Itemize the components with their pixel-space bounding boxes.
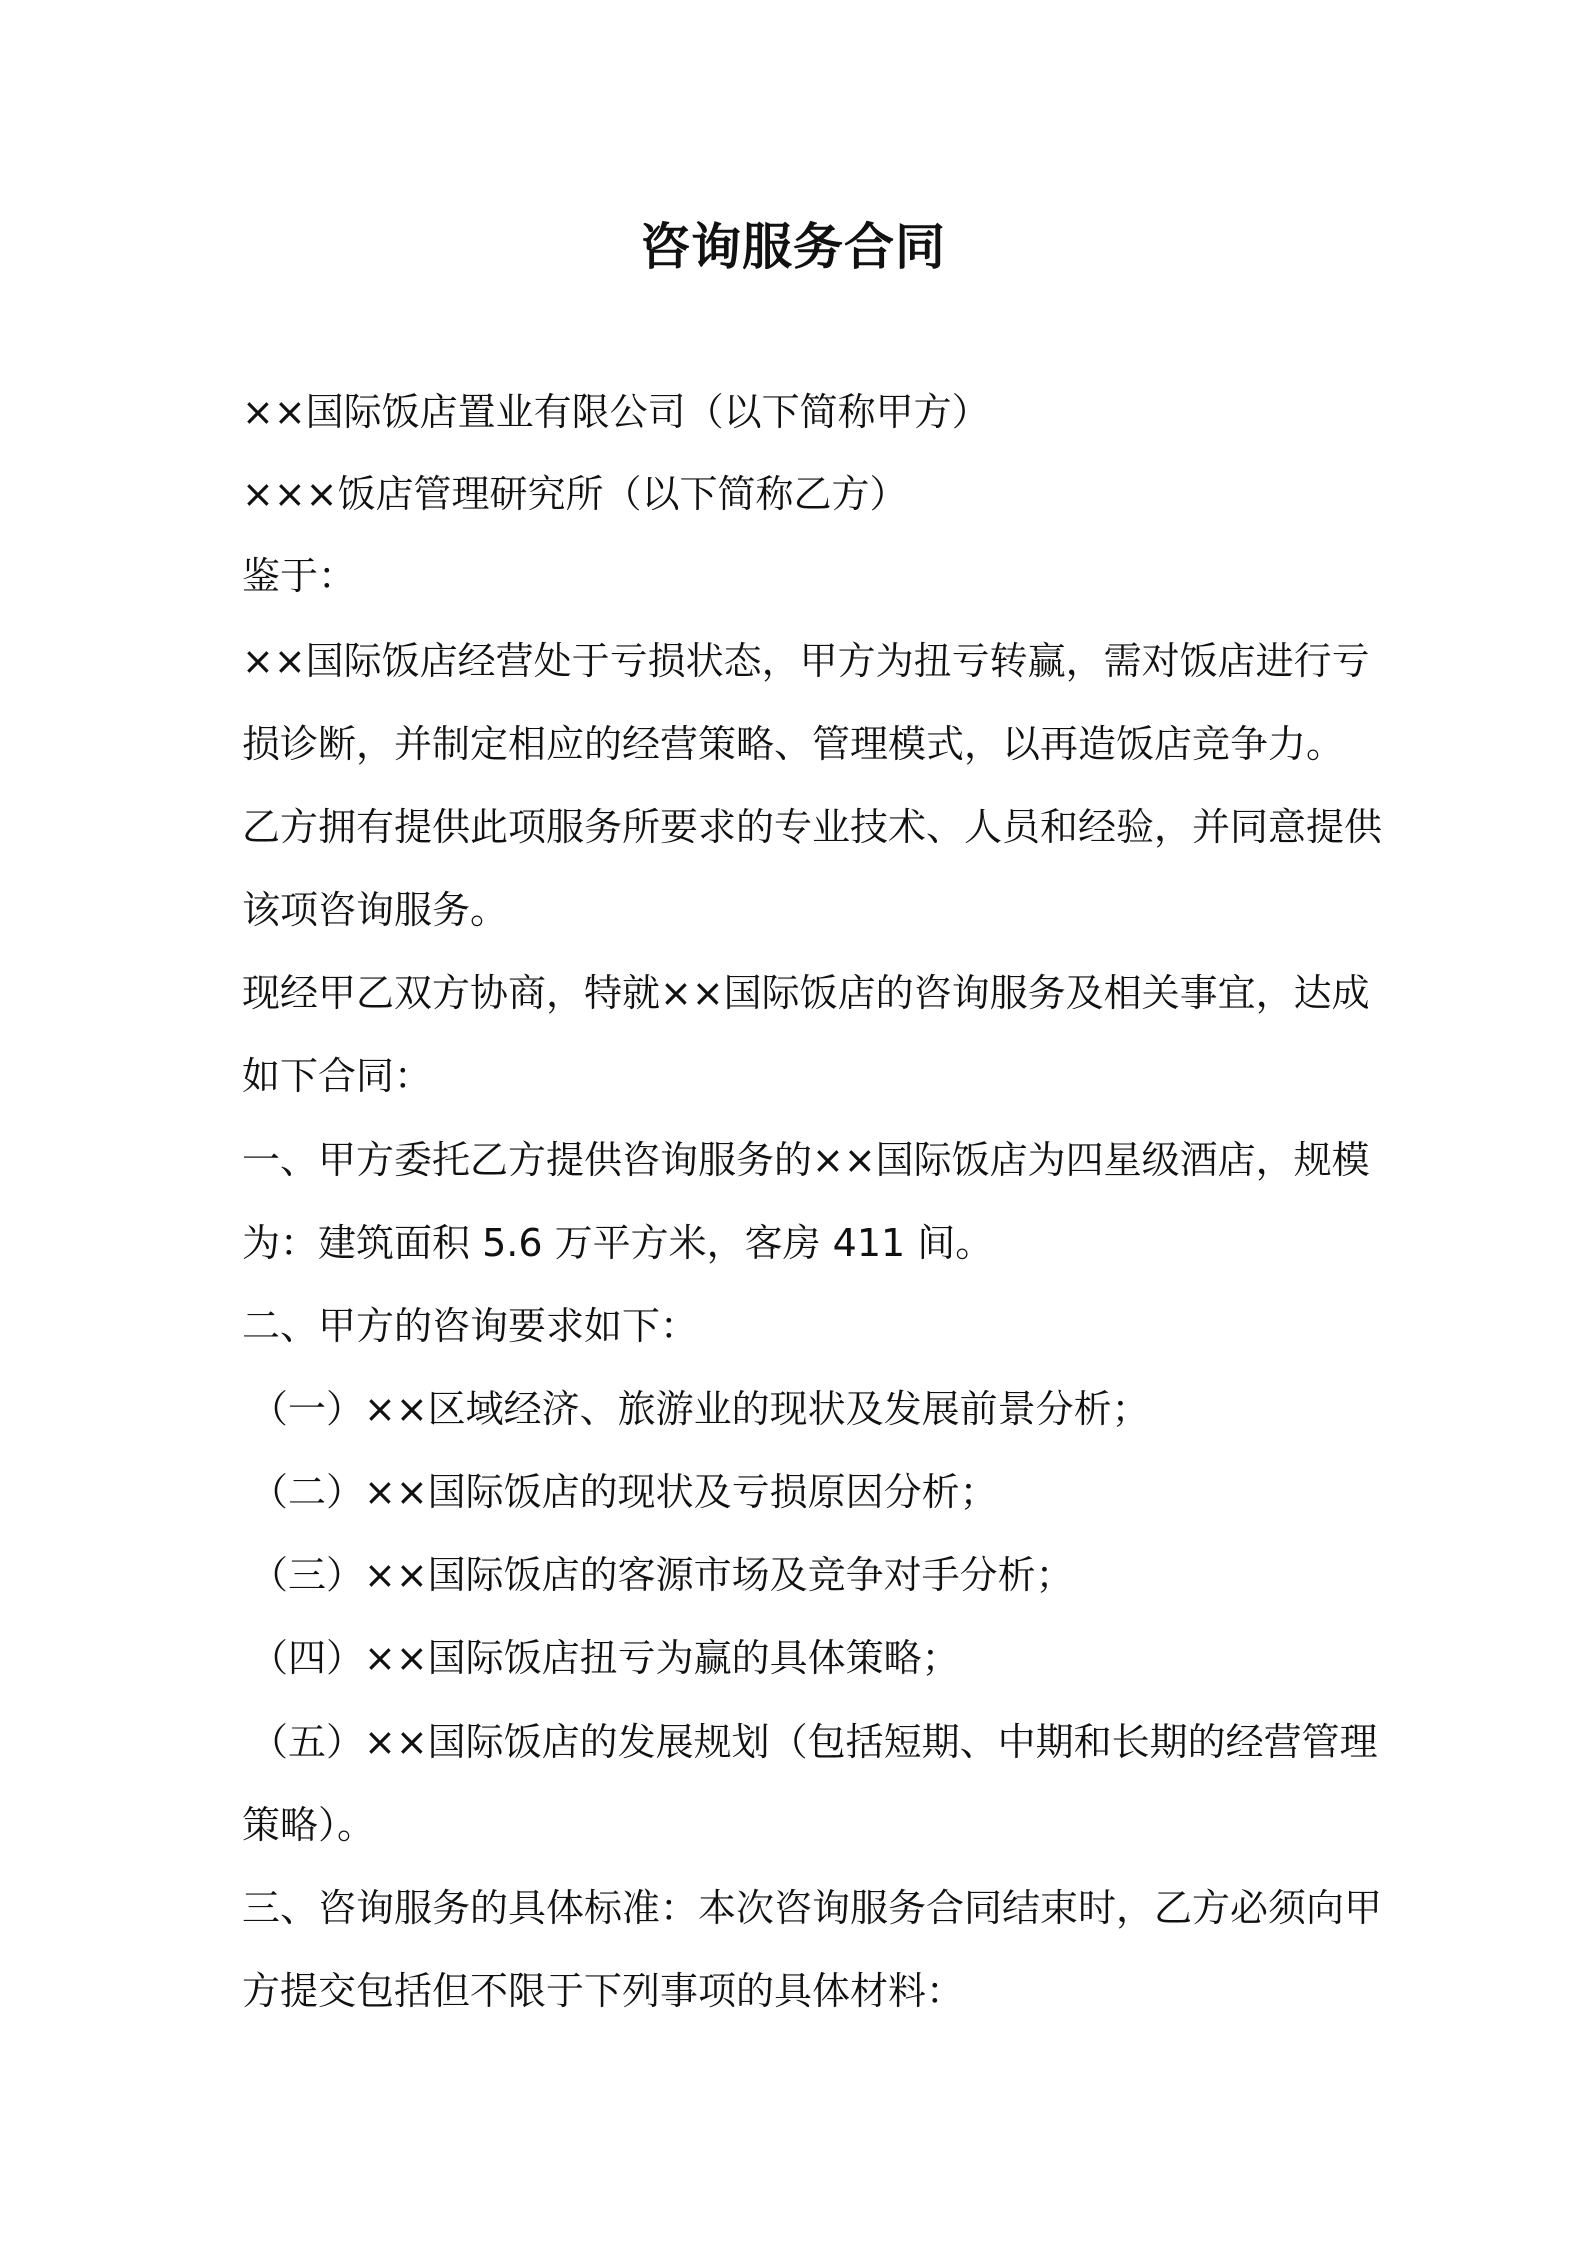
whereas-heading: 鉴于： <box>242 554 357 598</box>
clause-3-line: 方提交包括但不限于下列事项的具体材料： <box>242 1969 965 2013</box>
paragraph-line: 该项咨询服务。 <box>242 888 509 932</box>
requirement-item: （三）××国际饭店的客源市场及竞争对手分析； <box>250 1553 1074 1597</box>
clause-2-heading: 二、甲方的咨询要求如下： <box>242 1304 699 1348</box>
requirement-item-continued: 策略）。 <box>242 1803 376 1847</box>
requirement-item: （四）××国际饭店扭亏为赢的具体策略； <box>250 1636 960 1680</box>
paragraph-line: 损诊断，并制定相应的经营策略、管理模式，以再造饭店竞争力。 <box>242 722 1345 766</box>
document-title: 咨询服务合同 <box>640 218 946 276</box>
paragraph-line: 现经甲乙双方协商，特就××国际饭店的咨询服务及相关事宜，达成 <box>242 971 1370 1015</box>
party-b-line: ×××饭店管理研究所（以下简称乙方） <box>242 472 908 516</box>
clause-1-line: 为：建筑面积 5.6 万平方米，客房 411 间。 <box>242 1221 994 1265</box>
requirement-item: （五）××国际饭店的发展规划（包括短期、中期和长期的经营管理 <box>250 1720 1378 1764</box>
paragraph-line: ××国际饭店经营处于亏损状态，甲方为扭亏转赢，需对饭店进行亏 <box>242 639 1370 683</box>
requirement-item: （二）××国际饭店的现状及亏损原因分析； <box>250 1470 998 1514</box>
clause-3-line: 三、咨询服务的具体标准：本次咨询服务合同结束时，乙方必须向甲 <box>242 1886 1383 1930</box>
party-a-line: ××国际饭店置业有限公司（以下简称甲方） <box>242 390 990 434</box>
paragraph-line: 乙方拥有提供此项服务所要求的专业技术、人员和经验，并同意提供 <box>242 805 1383 849</box>
paragraph-line: 如下合同： <box>242 1054 433 1098</box>
requirement-item: （一）××区域经济、旅游业的现状及发展前景分析； <box>250 1387 1150 1431</box>
clause-1-line: 一、甲方委托乙方提供咨询服务的××国际饭店为四星级酒店，规模 <box>242 1138 1370 1182</box>
